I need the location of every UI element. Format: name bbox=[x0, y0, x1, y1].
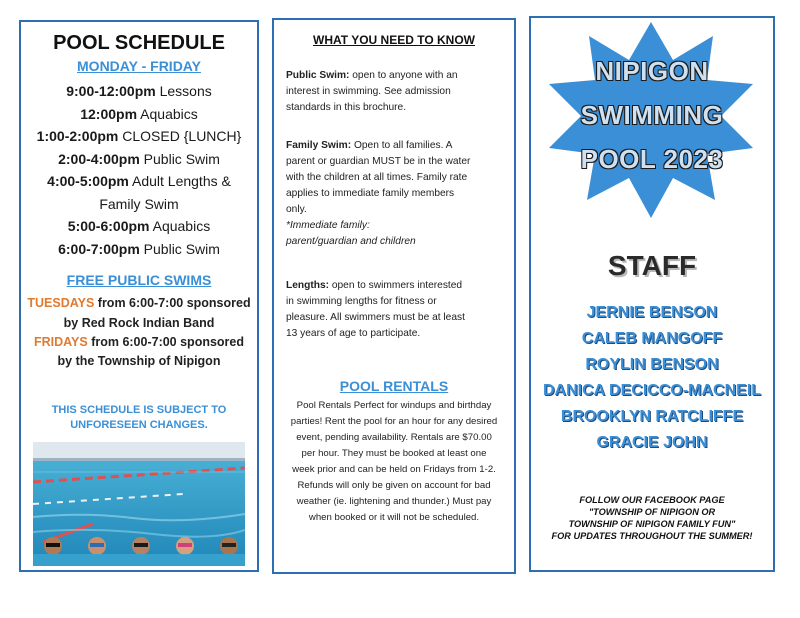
staff-name: ROYLIN BENSON bbox=[585, 356, 719, 373]
tuesdays-line: TUESDAYS from 6:00-7:00 sponsored bbox=[27, 296, 251, 310]
title-line-2: SWIMMING bbox=[580, 100, 724, 130]
pool-photo-illustration bbox=[33, 442, 245, 566]
pool-photo bbox=[33, 442, 245, 566]
info-panel bbox=[272, 18, 516, 574]
schedule-row: 9:00-12:00pm Lessons bbox=[66, 83, 212, 99]
public-swim-info: Public Swim: open to anyone with an interest in swimming. See admission standards in this brochure. bbox=[286, 70, 458, 113]
schedule-row: Family Swim bbox=[99, 195, 179, 212]
pool-rentals-title: POOL RENTALS bbox=[339, 378, 449, 394]
staff-name: CALEB MANGOFF bbox=[581, 330, 723, 347]
lengths-info: Lengths: open to swimmers interested in swimming lengths for fitness or pleasure. All swimmers must be at least 13 years of age to participate. bbox=[286, 280, 465, 339]
tuesdays-sponsor: by Red Rock Indian Band bbox=[63, 316, 215, 330]
need-to-know-title: WHAT YOU NEED TO KNOW bbox=[313, 33, 475, 47]
schedule-row: 4:00-5:00pm Adult Lengths & bbox=[47, 173, 231, 189]
schedule-row: 12:00pm Aquabics bbox=[80, 105, 198, 122]
staff-title: STAFF bbox=[607, 250, 697, 281]
title-line-3: POOL 2023 bbox=[580, 144, 724, 174]
schedule-row: 5:00-6:00pm Aquabics bbox=[67, 218, 211, 234]
cover-panel bbox=[529, 16, 775, 572]
schedule-disclaimer: THIS SCHEDULE IS SUBJECT TO UNFORESEEN CHANGES. bbox=[51, 404, 227, 431]
free-swims-title: FREE PUBLIC SWIMS bbox=[66, 272, 212, 288]
facebook-follow-note: FOLLOW OUR FACEBOOK PAGE "TOWNSHIP OF NIPIGON OR TOWNSHIP OF NIPIGON FAMILY FUN" FOR UPDATES THROUGHOUT THE SUMMER! bbox=[551, 495, 753, 541]
schedule-days: MONDAY - FRIDAY bbox=[77, 58, 201, 74]
staff-name: BROOKLYN RATCLIFFE bbox=[560, 408, 744, 425]
fridays-line: FRIDAYS from 6:00-7:00 sponsored bbox=[33, 335, 245, 349]
fridays-sponsor: by the Township of Nipigon bbox=[57, 354, 221, 368]
staff-name: GRACIE JOHN bbox=[596, 434, 708, 451]
title-line-1: NIPIGON bbox=[595, 56, 709, 86]
schedule-row: 6:00-7:00pm Public Swim bbox=[58, 240, 220, 257]
staff-name: DANICA DECICCO-MACNEIL bbox=[542, 382, 762, 399]
schedule-title: POOL SCHEDULE bbox=[53, 32, 225, 54]
family-swim-info: Family Swim: Open to all families. A parent or guardian MUST be in the water with the children at all times. Family rate applies to immediate family members only. *Immediate family: parent/guardian and children bbox=[286, 140, 471, 247]
pool-rentals-info: Pool Rentals Perfect for windups and birthday parties! Rent the pool for an hour for any desired event, pending availability. Rentals are $70.00 per hour. They must be booked at least one week prior and can be held on Fridays from 1-2. Refunds will only be given on account for bad weather (ie. lightening and thunder.) Must pay when booked or it will not be scheduled. bbox=[290, 400, 498, 523]
staff-name: JERNIE BENSON bbox=[586, 304, 718, 321]
schedule-row: 2:00-4:00pm Public Swim bbox=[58, 150, 220, 167]
schedule-row: 1:00-2:00pm CLOSED {LUNCH} bbox=[36, 128, 242, 144]
schedule-list bbox=[21, 80, 257, 260]
schedule-panel bbox=[19, 20, 259, 572]
